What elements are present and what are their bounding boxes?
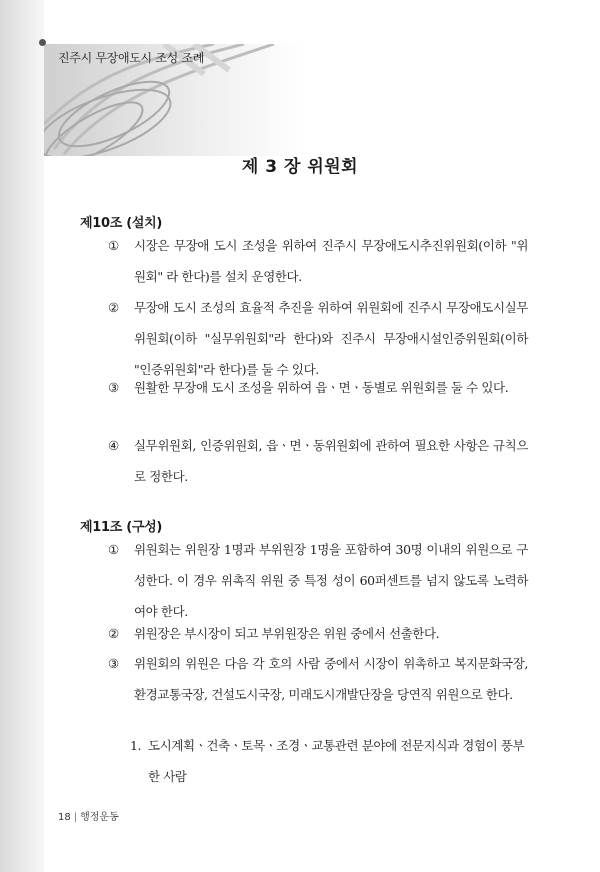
page-footer	[58, 808, 119, 823]
running-header: 진주시 무장애도시 조성 조례	[58, 51, 205, 65]
article-paragraph	[108, 372, 528, 403]
footer-label: 행정운동	[80, 812, 119, 823]
footer-separator: |	[73, 812, 78, 823]
paragraph-text: 위원회는 위원장 1명과 부위원장 1명을 포함하여 30명 이내의 위원으로 구성한다. 이 경우 위촉직 위원 중 특정 성이 60퍼센트를 넘지 않도록 노력하여야 한다.	[134, 542, 528, 619]
paragraph-number: ②	[108, 626, 119, 641]
subitem-number: 1.	[130, 738, 142, 753]
top-band	[44, 0, 600, 44]
chapter-title: 제 3 장 위원회	[241, 157, 359, 177]
paragraph-text: 실무위원회, 인증위원회, 읍ㆍ면ㆍ동위원회에 관하여 필요한 사항은 규칙으로 정한다.	[134, 438, 528, 484]
left-margin-strip	[0, 0, 44, 872]
paragraph-number: ③	[108, 656, 119, 671]
paragraph-number: ①	[108, 542, 119, 557]
paragraph-number: ③	[108, 380, 119, 395]
paragraph-number: ④	[108, 438, 119, 453]
paragraph-text: 무장애 도시 조성의 효율적 추진을 위하여 위원회에 진주시 무장애도시실무위원회(이하 "실무위원회"라 한다)와 진주시 무장애시설인증위원회(이하 "인증위원회"라 한다)를 둘 수 있다.	[134, 300, 528, 377]
article-paragraph	[108, 648, 528, 710]
paragraph-text: 원활한 무장애 도시 조성을 위하여 읍ㆍ면ㆍ동별로 위원회를 둘 수 있다.	[134, 380, 509, 395]
paragraph-text: 위원회의 위원은 다음 각 호의 사람 중에서 시장이 위촉하고 복지문화국장, 환경교통국장, 건설도시국장, 미래도시개발단장을 당연직 위원으로 한다.	[134, 656, 528, 702]
article-paragraph	[108, 230, 528, 292]
paragraph-text: 위원장은 부시장이 되고 부위원장은 위원 중에서 선출한다.	[134, 626, 440, 641]
page-number: 18	[58, 812, 71, 823]
article-paragraph	[108, 618, 528, 649]
article-heading: 제10조 (설치)	[80, 216, 163, 231]
paragraph-number: ②	[108, 300, 119, 315]
subitem	[130, 730, 528, 792]
paragraph-text: 시장은 무장애 도시 조성을 위하여 진주시 무장애도시추진위원회(이하 "위원회" 라 한다)를 설치 운영한다.	[134, 238, 528, 284]
subitem-text: 도시계획ㆍ건축ㆍ토목ㆍ조경ㆍ교통관련 분야에 전문지식과 경험이 풍부한 사람	[148, 738, 525, 784]
article-heading: 제11조 (구성)	[80, 520, 163, 535]
corner-dot	[39, 39, 46, 46]
paragraph-number: ①	[108, 238, 119, 253]
article-paragraph	[108, 534, 528, 627]
article-paragraph	[108, 430, 528, 492]
